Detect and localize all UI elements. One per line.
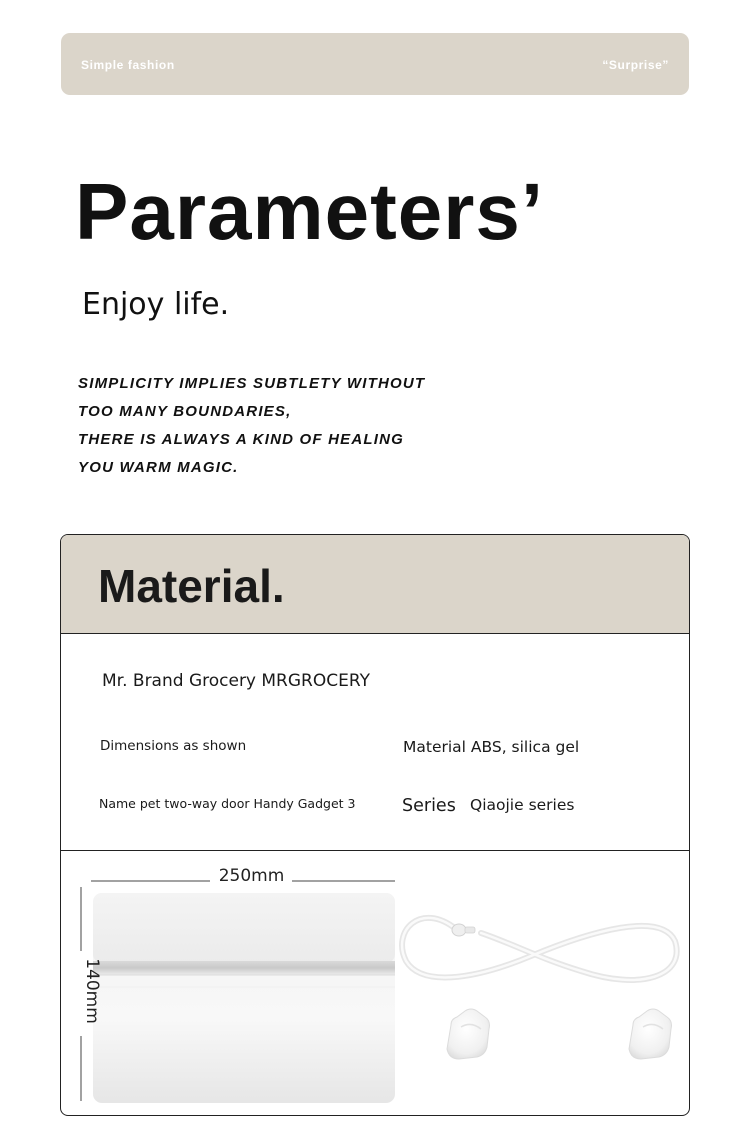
pet-door-panel (93, 893, 395, 1103)
spec-section (61, 634, 689, 851)
hook-right (629, 1009, 672, 1059)
material-header (61, 535, 689, 634)
cable-loop (402, 918, 677, 980)
spec-series-value: Qiaojie series (470, 796, 575, 814)
page-subtitle: Enjoy life. (82, 287, 230, 322)
quote-line: YOU WARM MAGIC. (78, 459, 239, 476)
product-illustration (61, 851, 689, 1115)
spec-name: Name pet two-way door Handy Gadget 3 (99, 796, 356, 811)
page-title: Parameters’ (75, 167, 545, 256)
material-heading: Material. (98, 560, 285, 612)
spec-series-label: Series (402, 796, 456, 816)
quote-line: THERE IS ALWAYS A KIND OF HEALING (78, 431, 404, 448)
banner-right-text: “Surprise” (602, 58, 669, 72)
quote-line: SIMPLICITY IMPLIES SUBTLETY WITHOUT (78, 375, 426, 392)
spec-dimensions: Dimensions as shown (100, 738, 247, 754)
material-card (60, 534, 690, 1116)
hook-left (447, 1009, 490, 1059)
height-label: 140mm (81, 958, 102, 1024)
quote-line: TOO MANY BOUNDARIES, (78, 403, 292, 420)
spec-material: Material ABS, silica gel (403, 738, 580, 756)
banner-left-text: Simple fashion (81, 58, 175, 72)
top-banner (61, 33, 689, 95)
product-visual (61, 851, 689, 1115)
tagline-quote (78, 370, 425, 482)
spec-brand: Mr. Brand Grocery MRGROCERY (102, 671, 370, 691)
width-label: 250mm (211, 866, 292, 886)
